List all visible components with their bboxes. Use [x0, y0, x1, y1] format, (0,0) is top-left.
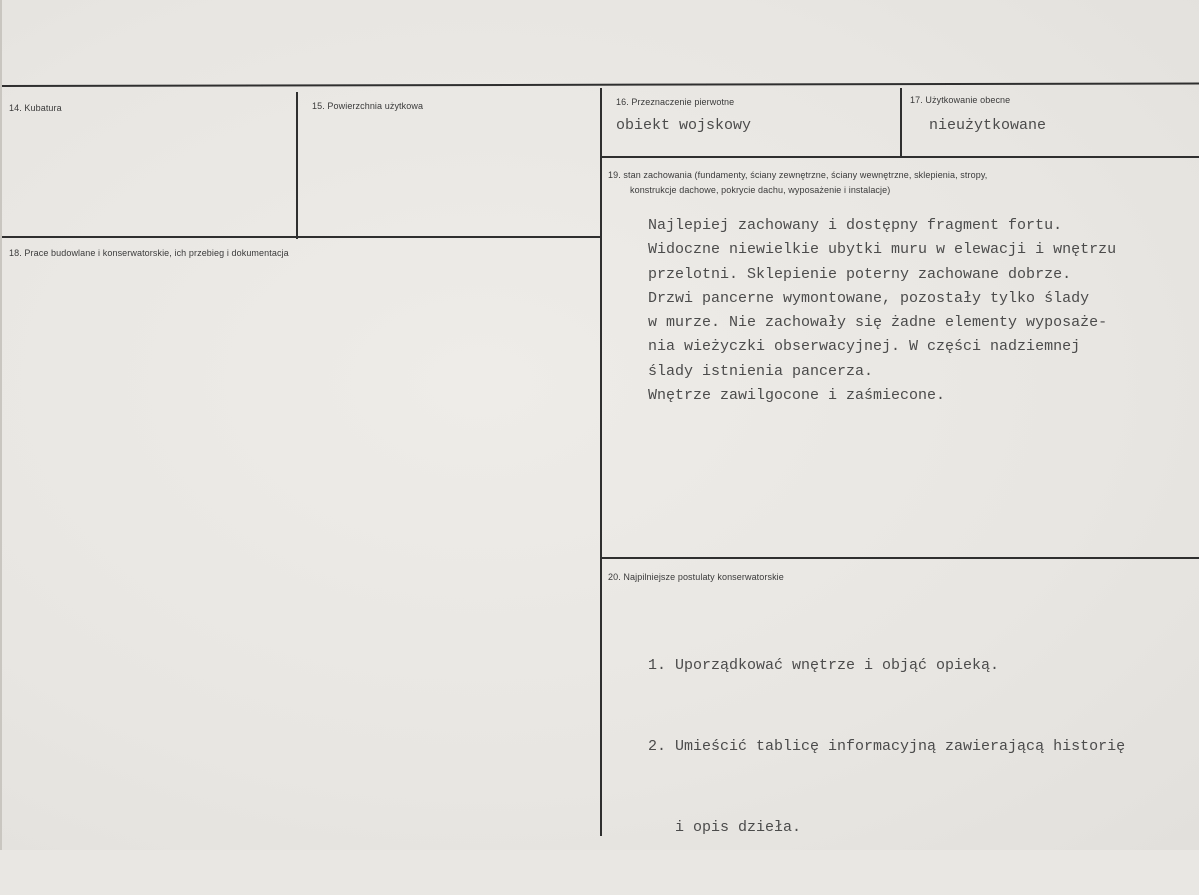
divider-16-17: [900, 88, 902, 156]
field-20-label: 20. Najpilniejsze postulaty konserwatorskie: [608, 572, 784, 582]
rule-under-19: [602, 557, 1199, 559]
field-20-list: [648, 598, 1125, 895]
field-20-item: 1. Uporządkować wnętrze i objąć opieką.: [648, 657, 1000, 674]
divider-14-15: [296, 92, 298, 239]
field-17-value: nieużytkowane: [929, 117, 1047, 134]
field-19-line: nia wieżyczki obserwacyjnej. W części nadziemnej: [648, 338, 1081, 356]
divider-16-main: [600, 88, 602, 836]
field-15-label: 15. Powierzchnia użytkowa: [312, 101, 424, 111]
field-20-item: 2. Umieścić tablicę informacyjną zawierającą historię: [648, 738, 1126, 755]
field-16-value: obiekt wojskowy: [616, 117, 752, 134]
field-16-label: 16. Przeznaczenie pierwotne: [616, 97, 735, 107]
field-20-item: i opis dzieła.: [648, 819, 802, 836]
field-14-label: 14. Kubatura: [9, 103, 62, 113]
field-19-line: ślady istnienia pancerza.: [648, 362, 874, 380]
field-17-label: 17. Użytkowanie obecne: [910, 95, 1011, 105]
field-19-line: Widoczne niewielkie ubytki muru w elewacji i wnętrzu: [648, 241, 1117, 259]
rule-under-14-15: [2, 236, 600, 238]
field-19-line: Wnętrze zawilgocone i zaśmiecone.: [648, 387, 946, 405]
field-19-line: Drzwi pancerne wymontowane, pozostały tylko ślady: [648, 289, 1090, 307]
rule-under-16-17: [602, 156, 1199, 158]
field-18-label: 18. Prace budowlane i konserwatorskie, ich przebieg i dokumentacja: [9, 248, 289, 258]
field-19-line: przelotni. Sklepienie poterny zachowane dobrze.: [648, 265, 1072, 283]
field-19-label-line2: konstrukcje dachowe, pokrycie dachu, wyposażenie i instalacje): [630, 185, 891, 195]
field-19-text: [648, 214, 1116, 408]
top-rule: [2, 82, 1199, 87]
field-19-line: Najlepiej zachowany i dostępny fragment fortu.: [648, 217, 1063, 234]
field-19-line: w murze. Nie zachowały się żadne elementy wyposaże-: [648, 314, 1108, 332]
field-19-label-line1: 19. stan zachowania (fundamenty, ściany zewnętrzne, ściany wewnętrzne, sklepienia, stropy,: [608, 170, 988, 180]
